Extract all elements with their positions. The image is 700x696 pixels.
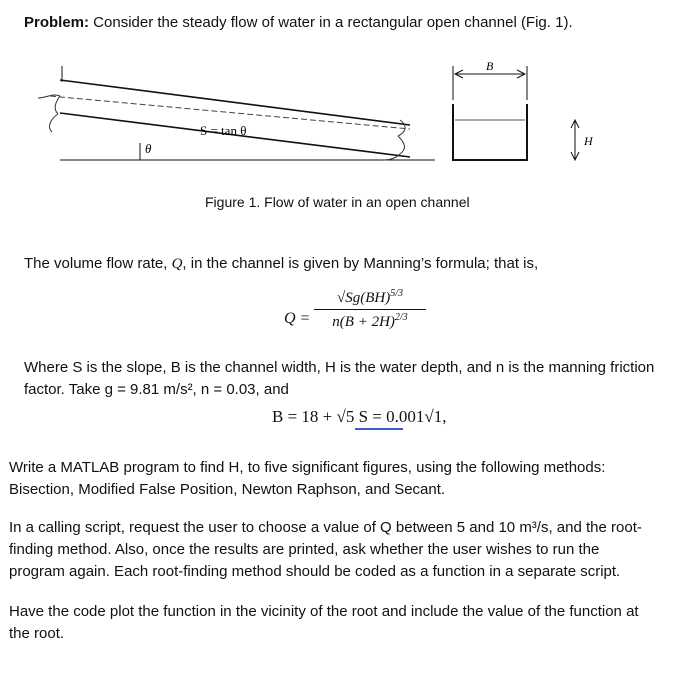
formula-fraction bbox=[312, 288, 428, 331]
calling-line-2: finding method. Also, once the results are printed, ask whether the user wishes to run the bbox=[9, 541, 600, 558]
numerator-text: √Sg(BH) bbox=[337, 290, 391, 306]
task-line-1: Write a MATLAB program to find H, to five significant figures, using the following methods: bbox=[9, 459, 606, 476]
calling-paragraph bbox=[9, 517, 673, 583]
formula-numerator bbox=[312, 288, 428, 309]
slope-label: S = tan θ bbox=[200, 123, 247, 138]
problem-label: Problem: bbox=[24, 14, 90, 31]
calling-line-3: program again. Each root-finding method should be coded as a function in a separate script. bbox=[9, 563, 621, 580]
intro-text-1: The volume flow rate, bbox=[24, 255, 172, 272]
where-paragraph bbox=[24, 357, 674, 401]
intro-text-2: , in the channel is given by Manning’s formula; that is, bbox=[182, 255, 539, 272]
problem-text: Consider the steady flow of water in a rectangular open channel (Fig. 1). bbox=[89, 14, 573, 31]
where-line-1: Where S is the slope, B is the channel width, H is the water depth, and n is the manning friction bbox=[24, 359, 655, 376]
intro-sentence bbox=[24, 253, 538, 275]
calling-line-1: In a calling script, request the user to choose a value of Q between 5 and 10 m³/s, and the root- bbox=[9, 519, 642, 536]
plot-line-2: the root. bbox=[9, 625, 65, 642]
intro-q-symbol: Q bbox=[171, 256, 183, 272]
cross-section-outline bbox=[453, 104, 527, 160]
params-underline bbox=[355, 428, 403, 430]
task-line-2: Bisection, Modified False Position, Newton Raphson, and Secant. bbox=[9, 481, 446, 498]
formula-lhs: Q = bbox=[284, 310, 311, 327]
where-line-2: factor. Take g = 9.81 m/s², n = 0.03, and bbox=[24, 381, 289, 398]
formula-denominator bbox=[312, 310, 428, 331]
task-paragraph bbox=[9, 457, 673, 501]
parameters-line: B = 18 + √5 S = 0.001√1, bbox=[272, 407, 447, 426]
depth-label: H bbox=[584, 134, 593, 148]
width-label: B bbox=[486, 59, 494, 73]
angle-label: θ bbox=[145, 141, 152, 156]
numerator-exponent: 5/3 bbox=[390, 288, 403, 299]
denominator-exponent: 2/3 bbox=[394, 312, 408, 323]
plot-paragraph bbox=[9, 601, 673, 645]
channel-top-edge bbox=[60, 80, 410, 125]
plot-line-1: Have the code plot the function in the vicinity of the root and include the value of the function at bbox=[9, 603, 639, 620]
denominator-text: n(B + 2H) bbox=[332, 314, 395, 330]
left-break-symbol bbox=[38, 95, 60, 132]
figure-caption: Figure 1. Flow of water in an open channel bbox=[205, 194, 470, 210]
